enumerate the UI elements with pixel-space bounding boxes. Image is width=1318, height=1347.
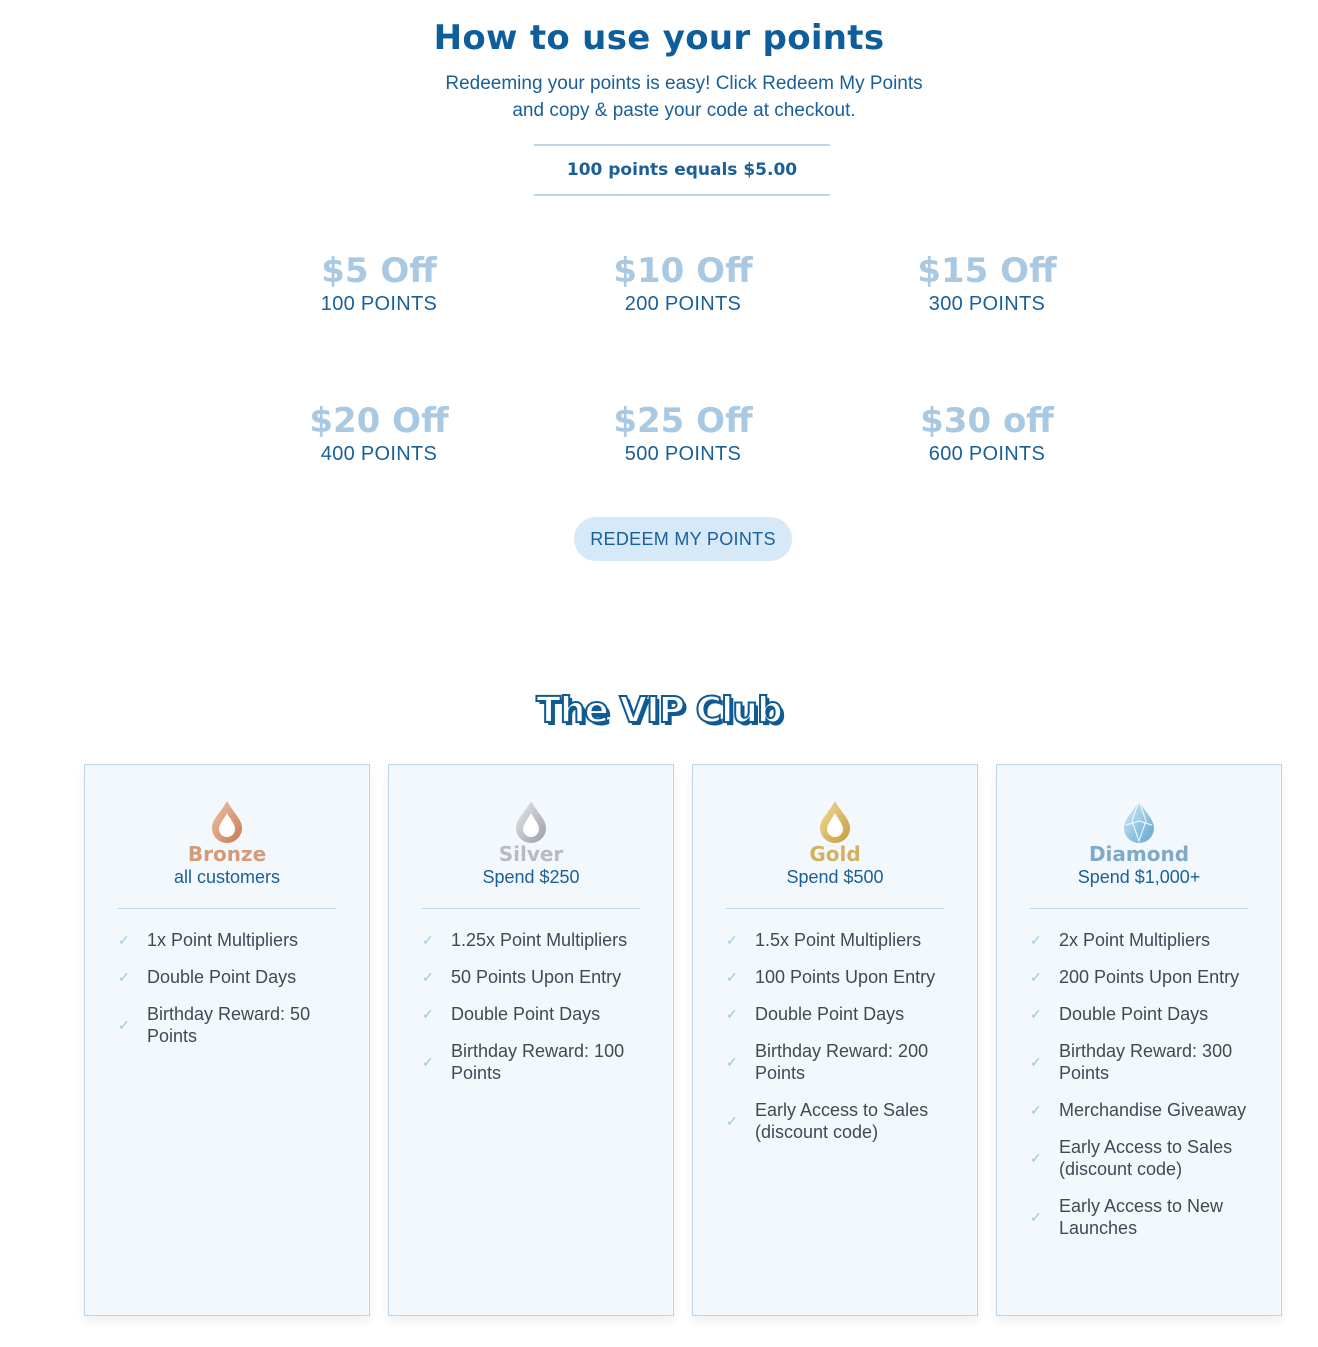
check-icon: ✓ bbox=[1030, 1102, 1042, 1118]
check-icon: ✓ bbox=[726, 969, 738, 985]
reward-option bbox=[533, 251, 833, 316]
tier-perks bbox=[1030, 929, 1255, 1254]
tier-name: Bronze bbox=[187, 842, 267, 866]
tier-perks bbox=[422, 929, 647, 1099]
perk-item bbox=[726, 1040, 951, 1084]
perk-label: Double Point Days bbox=[1059, 1004, 1209, 1024]
check-icon: ✓ bbox=[726, 1006, 738, 1022]
tier-card-gold bbox=[692, 764, 978, 1316]
perk-item bbox=[1030, 1136, 1255, 1180]
perk-label: Double Point Days bbox=[755, 1004, 905, 1024]
perk-label: Double Point Days bbox=[147, 967, 297, 987]
tier-name: Gold bbox=[809, 842, 861, 866]
tier-card-bronze bbox=[84, 764, 370, 1316]
reward-amount: $15 Off bbox=[917, 251, 1057, 291]
perk-item bbox=[726, 929, 951, 951]
diamond-drop-icon bbox=[1120, 799, 1158, 843]
check-icon: ✓ bbox=[1030, 1006, 1042, 1022]
reward-option bbox=[229, 401, 529, 466]
perk-item bbox=[422, 966, 647, 988]
perk-item bbox=[1030, 966, 1255, 988]
check-icon: ✓ bbox=[1030, 1209, 1042, 1225]
silver-drop-icon bbox=[512, 799, 550, 843]
perk-label: 2x Point Multipliers bbox=[1059, 930, 1211, 950]
perk-label: 1.25x Point Multipliers bbox=[451, 930, 628, 950]
tier-name: Diamond bbox=[1088, 842, 1190, 866]
reward-amount: $25 Off bbox=[613, 401, 753, 441]
perk-label: 100 Points Upon Entry bbox=[755, 967, 936, 987]
reward-points: 300 POINTS bbox=[928, 293, 1046, 315]
perk-item bbox=[1030, 1003, 1255, 1025]
perk-label: 1x Point Multipliers bbox=[147, 930, 299, 950]
perk-item bbox=[118, 929, 343, 951]
redeem-my-points-button[interactable]: REDEEM MY POINTS bbox=[574, 517, 792, 561]
perk-label: Early Access to Sales (discount code) bbox=[755, 1100, 929, 1142]
check-icon: ✓ bbox=[422, 1054, 434, 1070]
tier-divider bbox=[726, 908, 944, 909]
perk-label: Birthday Reward: 100 Points bbox=[451, 1041, 625, 1083]
perk-item bbox=[1030, 1195, 1255, 1239]
redeem-instructions bbox=[384, 70, 984, 124]
check-icon: ✓ bbox=[422, 1006, 434, 1022]
check-icon: ✓ bbox=[118, 1017, 130, 1033]
check-icon: ✓ bbox=[118, 932, 130, 948]
bronze-drop-icon bbox=[208, 799, 246, 843]
page-title: How to use your points bbox=[433, 18, 885, 58]
tier-requirement: Spend $500 bbox=[786, 867, 884, 887]
perk-item bbox=[726, 1003, 951, 1025]
check-icon: ✓ bbox=[1030, 1150, 1042, 1166]
reward-points: 600 POINTS bbox=[928, 443, 1046, 465]
check-icon: ✓ bbox=[118, 969, 130, 985]
perk-item bbox=[1030, 929, 1255, 951]
perk-label: 50 Points Upon Entry bbox=[451, 967, 622, 987]
check-icon: ✓ bbox=[726, 1113, 738, 1129]
perk-label: Birthday Reward: 200 Points bbox=[755, 1041, 929, 1083]
perk-label: 200 Points Upon Entry bbox=[1059, 967, 1240, 987]
perk-item bbox=[422, 929, 647, 951]
tier-name: Silver bbox=[498, 842, 564, 866]
tier-card-silver bbox=[388, 764, 674, 1316]
reward-amount: $10 Off bbox=[613, 251, 753, 291]
tier-divider bbox=[1030, 908, 1248, 909]
perk-item bbox=[422, 1040, 647, 1084]
vip-club-title: The VIP Club bbox=[536, 690, 782, 731]
tier-requirement: Spend $1,000+ bbox=[1077, 867, 1201, 887]
check-icon: ✓ bbox=[1030, 1054, 1042, 1070]
tier-divider bbox=[422, 908, 640, 909]
perk-item bbox=[1030, 1099, 1255, 1121]
redeem-instructions-line1: Redeeming your points is easy! Click Redeem My Points bbox=[445, 73, 923, 94]
reward-points: 500 POINTS bbox=[624, 443, 742, 465]
perk-label: Early Access to Sales (discount code) bbox=[1059, 1137, 1233, 1179]
check-icon: ✓ bbox=[726, 1054, 738, 1070]
check-icon: ✓ bbox=[1030, 932, 1042, 948]
points-conversion-note: 100 points equals $5.00 bbox=[534, 144, 830, 196]
tier-card-diamond bbox=[996, 764, 1282, 1316]
perk-item bbox=[726, 1099, 951, 1143]
perk-label: Double Point Days bbox=[451, 1004, 601, 1024]
tier-perks bbox=[726, 929, 951, 1158]
gold-drop-icon bbox=[816, 799, 854, 843]
reward-points: 400 POINTS bbox=[320, 443, 438, 465]
reward-amount: $5 Off bbox=[321, 251, 437, 291]
tier-requirement: all customers bbox=[173, 867, 281, 887]
reward-option bbox=[837, 251, 1137, 316]
check-icon: ✓ bbox=[726, 932, 738, 948]
reward-option bbox=[837, 401, 1137, 466]
perk-label: Birthday Reward: 300 Points bbox=[1059, 1041, 1233, 1083]
reward-points: 100 POINTS bbox=[320, 293, 438, 315]
perk-item bbox=[1030, 1040, 1255, 1084]
check-icon: ✓ bbox=[422, 969, 434, 985]
perk-item bbox=[118, 1003, 343, 1047]
reward-amount: $30 off bbox=[920, 401, 1054, 441]
reward-option bbox=[533, 401, 833, 466]
perk-item bbox=[422, 1003, 647, 1025]
perk-item bbox=[118, 966, 343, 988]
redeem-instructions-line2: and copy & paste your code at checkout. bbox=[512, 100, 856, 121]
tier-divider bbox=[118, 908, 336, 909]
tier-perks bbox=[118, 929, 343, 1062]
reward-points: 200 POINTS bbox=[624, 293, 742, 315]
perk-label: Merchandise Giveaway bbox=[1059, 1100, 1247, 1120]
perk-label: Early Access to New Launches bbox=[1059, 1196, 1224, 1238]
tier-requirement: Spend $250 bbox=[482, 867, 580, 887]
check-icon: ✓ bbox=[422, 932, 434, 948]
reward-amount: $20 Off bbox=[309, 401, 449, 441]
perk-label: 1.5x Point Multipliers bbox=[755, 930, 922, 950]
check-icon: ✓ bbox=[1030, 969, 1042, 985]
reward-option bbox=[229, 251, 529, 316]
perk-label: Birthday Reward: 50 Points bbox=[147, 1004, 311, 1046]
perk-item bbox=[726, 966, 951, 988]
